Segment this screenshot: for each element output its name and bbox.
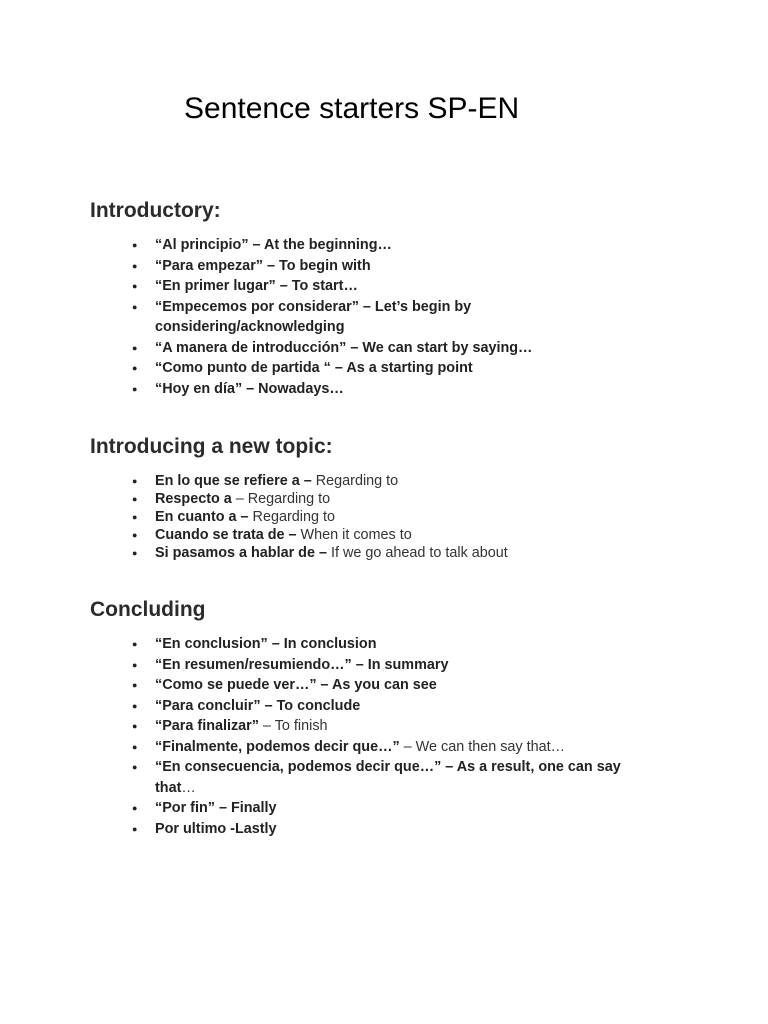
item-normal-text: If we go ahead to talk about <box>326 545 508 561</box>
item-bold-text: “Hoy en día” – Nowadays… <box>155 380 344 397</box>
list-item <box>132 819 632 840</box>
item-normal-text: When it comes to <box>296 527 412 543</box>
list-item <box>132 544 632 562</box>
item-bold-text: “Como se puede ver…” – As you can see <box>155 677 437 693</box>
section-heading-new-topic: Introducing a new topic: <box>90 435 333 458</box>
item-normal-text: … <box>181 779 196 796</box>
list-item <box>132 256 632 277</box>
item-bold-text: “Como punto de partida “ – As a starting point <box>155 360 473 376</box>
item-normal-text: – To finish <box>258 718 328 734</box>
section-heading-introductory: Introductory: <box>90 199 221 222</box>
concluding-list <box>132 634 632 839</box>
list-item <box>132 379 632 400</box>
list-item <box>132 737 632 758</box>
item-bold-text: “Para empezar” – To begin with <box>155 257 371 274</box>
list-item <box>132 675 632 696</box>
list-item <box>132 508 632 526</box>
item-bold-text: “Al principio” – At the beginning… <box>155 237 392 253</box>
list-item <box>132 696 632 717</box>
item-bold-text: “En conclusion” – In conclusion <box>155 636 377 652</box>
document-title: Sentence starters SP-EN <box>184 92 520 125</box>
item-bold-text: Por ultimo -Lastly <box>155 820 277 837</box>
list-item <box>132 338 632 359</box>
list-item <box>132 798 632 819</box>
item-bold-text: “Para concluir” – To conclude <box>155 697 361 714</box>
item-bold-text: “Finalmente, podemos decir que…” <box>155 738 400 755</box>
list-item <box>132 235 632 256</box>
item-bold-text: “Por fin” – Finally <box>155 800 277 816</box>
item-bold-text: “En consecuencia, podemos decir que…” – As a result, one can say that <box>155 759 621 796</box>
list-item <box>132 276 632 297</box>
item-bold-text: “A manera de introducción” – We can start by saying… <box>155 339 533 356</box>
section-heading-concluding: Concluding <box>90 598 206 621</box>
item-bold-text: “En resumen/resumiendo…” – In summary <box>155 656 449 673</box>
list-item <box>132 655 632 676</box>
item-bold-text: En lo que se refiere a – <box>155 473 312 489</box>
item-normal-text: Regarding to <box>311 473 399 489</box>
list-item <box>132 358 632 379</box>
list-item <box>132 490 632 508</box>
item-normal-text: – Regarding to <box>231 491 331 507</box>
item-bold-text: Respecto a <box>155 491 232 507</box>
item-normal-text: – We can then say that… <box>399 738 566 755</box>
item-bold-text: Cuando se trata de – <box>155 527 297 543</box>
list-item <box>132 757 632 798</box>
item-normal-text: Regarding to <box>248 509 335 525</box>
item-bold-text: “Para finalizar” <box>155 718 259 734</box>
item-bold-text: “Empecemos por considerar” – Let’s begin by considering/acknowledging <box>155 298 472 335</box>
list-item <box>132 472 632 490</box>
item-bold-text: Si pasamos a hablar de – <box>155 545 327 561</box>
item-bold-text: “En primer lugar” – To start… <box>155 278 358 294</box>
item-bold-text: En cuanto a – <box>155 509 249 525</box>
list-item <box>132 716 632 737</box>
introductory-list <box>132 235 632 399</box>
list-item <box>132 297 632 338</box>
list-item <box>132 526 632 544</box>
list-item <box>132 634 632 655</box>
new-topic-list <box>132 472 632 562</box>
